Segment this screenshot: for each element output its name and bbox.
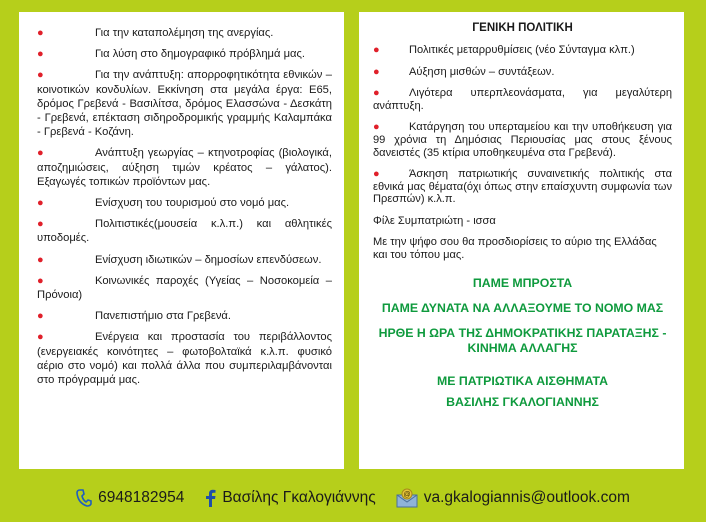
bullet: ● <box>37 274 44 287</box>
bullet: ● <box>373 168 380 181</box>
list-item: ● Πολιτιστικές(μουσεία κ.λ.π.) και αθλητικές υποδομές. <box>37 218 332 245</box>
phone-icon <box>76 489 92 507</box>
list-item: ● Πανεπιστήμιο στα Γρεβενά. <box>37 310 231 323</box>
bullet: ● <box>373 87 380 100</box>
left-list <box>37 26 332 387</box>
bullet: ● <box>37 197 44 210</box>
email-address[interactable]: va.gkalogiannis@outlook.com <box>423 489 630 506</box>
mail-icon <box>396 488 418 508</box>
bullet: ● <box>37 147 44 160</box>
signature-name: ΒΑΣΙΛΗΣ ΓΚΑΛΟΓΙΑΝΝΗΣ <box>446 394 599 409</box>
svg-text:@: @ <box>403 491 411 499</box>
list-item: ● Ενίσχυση ιδιωτικών – δημοσίων επενδύσεων. <box>37 253 322 266</box>
bullet: ● <box>37 310 44 323</box>
slogan: ΠΑΜΕ ΔΥΝΑΤΑ ΝΑ ΑΛΛΑΞΟΥΜΕ ΤΟ ΝΟΜΟ ΜΑΣ <box>381 300 664 315</box>
list-item: ● Ενίσχυση του τουρισμού στο νομό μας. <box>37 197 290 210</box>
slogan: ΠΑΜΕ ΜΠΡΟΣΤΑ <box>472 275 573 290</box>
list-item: ● Ανάπτυξη γεωργίας – κτηνοτροφίας (βιολογικά, αποζημιώσεις, αύξηση τιμών κρέατος – γάλατος). Εξαγωγές τοπικών προϊόντων μας. <box>37 147 332 188</box>
slogan: ΜΕ ΠΑΤΡΙΩΤΙΚΑ ΑΙΣΘΗΜΑΤΑ <box>437 373 608 388</box>
list-item: ● Άσκηση πατριωτικής συναινετικής πολιτικής στα εθνικά μας θέματα(όχι όπως στην επαίσχυντη συμφωνία των Πρεσπών) κ.λ.π. <box>373 168 672 206</box>
bullet: ● <box>373 44 380 56</box>
bullet: ● <box>373 121 380 134</box>
list-item: ● Πολιτικές μεταρρυθμίσεις (νέο Σύνταγμα κλπ.) <box>373 44 635 56</box>
greeting: Φίλε Συμπατριώτη - ισσα <box>373 214 496 227</box>
right-panel <box>359 12 684 469</box>
list-item: ● Κατάργηση του υπερταμείου και την υποθήκευση για 99 χρόνια τη Δημόσιας Περιουσίας μας στους ξένους δανειστές (35 κτίρια υποθηκευμένα στα Γρεβενά). <box>373 121 672 159</box>
left-panel <box>19 12 344 469</box>
list-item: ● Για την ανάπτυξη: απορροφητικότητα εθνικών – κοινοτικών κονδυλίων. Εκκίνηση στα μεγάλα έργα: Ε65, δρόμος Γρεβενά - Βασιλίτσα, δρόμος Ελασσώνα - Δεσκάτη - Γρεβενά, επέκταση σιδηροδρομικής γραμμής Καλαμπάκα - Γρεβενά - Κοζάνη. <box>37 69 332 139</box>
list-item: ● Για την καταπολέμηση της ανεργίας. <box>37 27 274 39</box>
bullet: ● <box>37 69 44 82</box>
bullet: ● <box>373 65 380 78</box>
section-title: ΓΕΝΙΚΗ ΠΟΛΙΤΙΚΗ <box>472 22 573 34</box>
bullet: ● <box>37 218 44 231</box>
bullet: ● <box>37 253 44 266</box>
slogan: ΗΡΘΕ Η ΩΡΑ ΤΗΣ ΔΗΜΟΚΡΑΤΙΚΗΣ ΠΑΡΑΤΑΞΗΣ - ΚΙΝΗΜΑ ΑΛΛΑΓΗΣ <box>378 325 667 355</box>
right-list <box>373 44 672 206</box>
facebook-name[interactable]: Βασίλης Γκαλογιάννης <box>222 489 376 506</box>
footer <box>0 478 706 518</box>
slogans <box>373 276 672 410</box>
bullet: ● <box>37 48 44 61</box>
bullet: ● <box>37 27 44 39</box>
closing-text: Με την ψήφο σου θα προσδιορίσεις το αύριο της Ελλάδας και του τόπου μας. <box>373 235 657 261</box>
list-item: ● Ενέργεια και προστασία του περιβάλλοντος (ενεργειακές κοινότητες – φωτοβολταϊκά κ.λ.π. φυσικό αέριο στο νομό) και πολλά άλλα που συμπεριλαμβάνονται στο πρόγραμμά μας. <box>37 331 332 387</box>
list-item: ● Για λύση στο δημογραφικό πρόβλημά μας. <box>37 48 305 61</box>
bullet: ● <box>37 331 44 344</box>
phone-number[interactable]: 6948182954 <box>98 489 185 506</box>
facebook-icon <box>204 489 216 507</box>
list-item: ● Αύξηση μισθών – συντάξεων. <box>373 65 555 78</box>
list-item: ● Λιγότερα υπερπλεονάσματα, για μεγαλύτερη ανάπτυξη. <box>373 87 672 112</box>
list-item: ● Κοινωνικές παροχές (Υγείας – Νοσοκομεία – Πρόνοια) <box>37 274 332 302</box>
